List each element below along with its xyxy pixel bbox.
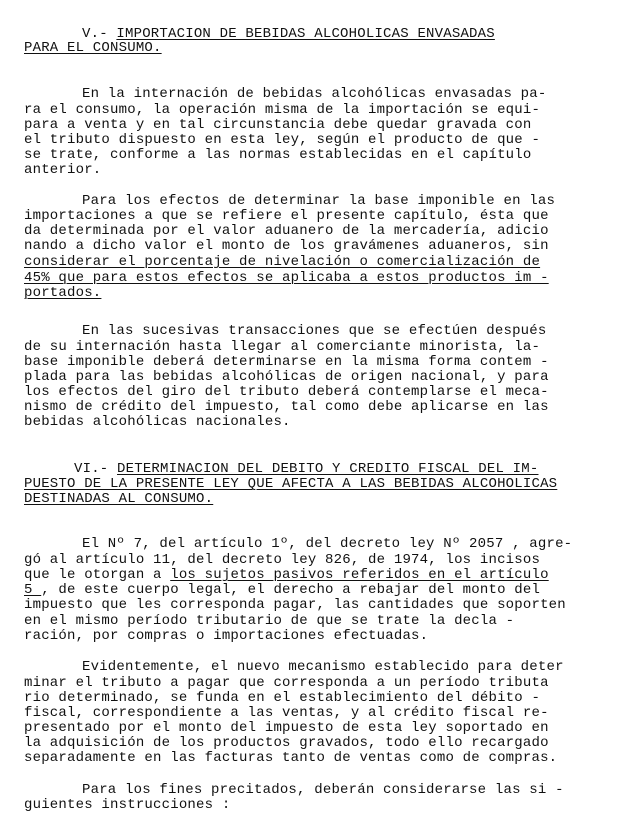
paragraph-line: guientes instrucciones : <box>24 797 231 813</box>
paragraph-line: nando a dicho valor el monto de los gravámenes aduaneros, sin <box>24 238 549 254</box>
paragraph-line-partial-underline <box>24 582 540 598</box>
paragraph-line: Para los fines precitados, deberán considerarse las si - <box>82 782 564 798</box>
paragraph-line: de su internación hasta llegar al comerciante minorista, la- <box>24 339 541 355</box>
paragraph-line: rio determinado, se funda en el establecimiento del débito - <box>24 690 541 706</box>
paragraph-line: separadamente en las facturas tanto de ventas como de compras. <box>24 750 558 766</box>
paragraph-line: en el mismo período tributario de que se trate la decla - <box>24 613 515 629</box>
underlined-span: 5 <box>24 582 42 598</box>
paragraph-line: minar el tributo a pagar que corresponda a un período tributa <box>24 675 549 691</box>
text-span: , de este cuerpo legal, el derecho a rebajar del monto del <box>41 582 541 598</box>
paragraph-line: Evidentemente, el nuevo mecanismo establecido para deter <box>82 659 564 675</box>
paragraph-line: nismo de crédito del impuesto, tal como debe aplicarse en las <box>24 399 549 415</box>
paragraph-line: fiscal, correspondiente a las ventas, y al crédito fiscal re- <box>24 705 549 721</box>
paragraph-line-partial-underline <box>24 567 549 583</box>
paragraph-line-underlined: 45% que para estos efectos se aplicaba a estos productos im - <box>24 270 549 286</box>
paragraph-line: base imponible deberá determinarse en la misma forma contem - <box>24 354 549 370</box>
section-vi-number: VI.- <box>74 461 118 477</box>
paragraph-line: la adquisición de los productos gravados, todo ello recargado <box>24 735 549 751</box>
paragraph-line: para a venta y en tal circunstancia debe quedar gravada con <box>24 117 532 133</box>
paragraph-line: plada para las bebidas alcohólicas de origen nacional, y para <box>24 369 549 385</box>
section-vi-title: DETERMINACION DEL DEBITO Y CREDITO FISCAL DEL IM- <box>117 461 539 477</box>
paragraph-line: gó al artículo 11, del decreto ley 826, de 1974, los incisos <box>24 552 541 568</box>
paragraph-line-underlined: considerar el porcentaje de nivelación o comercialización de <box>24 254 541 270</box>
paragraph-line: ración, por compras o importaciones efectuadas. <box>24 628 429 644</box>
paragraph-line: el tributo dispuesto en esta ley, según el producto de que - <box>24 132 541 148</box>
paragraph-line: presentado por el monto del impuesto de esta ley soportado en <box>24 720 549 736</box>
paragraph-line: El Nº 7, del artículo 1º, del decreto ley Nº 2057 , agre- <box>82 536 573 552</box>
text-span: que le otorgan a <box>24 567 171 583</box>
section-vi-heading-line-3: DESTINADAS AL CONSUMO. <box>24 491 214 507</box>
paragraph-line: da determinada por el valor aduanero de la mercadería, adicio <box>24 223 549 239</box>
section-v-number: V.- <box>82 26 117 42</box>
paragraph-line: anterior. <box>24 162 102 178</box>
paragraph-line: ra el consumo, la operación misma de la importación se equi- <box>24 102 541 118</box>
paragraph-line: importaciones a que se refiere el presente capítulo, ésta que <box>24 208 549 224</box>
paragraph-line: Para los efectos de determinar la base imponible en las <box>82 193 556 209</box>
section-vi-heading-line-2: PUESTO DE LA PRESENTE LEY QUE AFECTA A LAS BEBIDAS ALCOHOLICAS <box>24 476 558 492</box>
paragraph-line: En la internación de bebidas alcohólicas envasadas pa- <box>82 86 547 102</box>
paragraph-line: En las sucesivas transacciones que se efectúen después <box>82 323 547 339</box>
underlined-span: los sujetos pasivos referidos en el artículo <box>170 567 549 583</box>
section-vi-heading-line-1 <box>74 461 538 477</box>
paragraph-line: los efectos del giro del tributo deberá contemplarse el meca- <box>24 384 549 400</box>
section-v-title: IMPORTACION DE BEBIDAS ALCOHOLICAS ENVASADAS <box>116 26 495 42</box>
section-v-heading-line-2: PARA EL CONSUMO. <box>24 40 162 56</box>
paragraph-line-underlined: portados. <box>24 285 102 301</box>
paragraph-line: bebidas alcohólicas nacionales. <box>24 414 291 430</box>
paragraph-line: se trate, conforme a las normas establecidas en el capítulo <box>24 147 532 163</box>
paragraph-line: impuesto que les corresponda pagar, las cantidades que soporten <box>24 597 566 613</box>
